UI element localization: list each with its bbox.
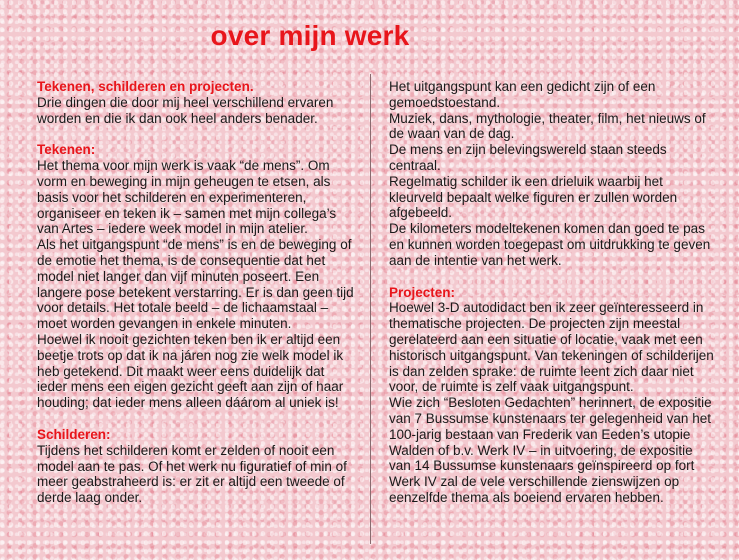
tekenen-paragraph-1: Het thema voor mijn werk is vaak “de mens”. Om vorm en beweging in mijn geheugen te etsen, als basis voor het schilderen en experimenteren, organiseer en teken ik – samen met mijn collega’s van Artes – iedere week model in mijn atelier. bbox=[37, 158, 337, 237]
schilderen-paragraph-3: Muziek, dans, mythologie, theater, film, het nieuws of de waan van de dag. bbox=[389, 110, 706, 142]
intro-heading: Tekenen, schilderen en projecten. bbox=[37, 79, 254, 94]
page-title: over mijn werk bbox=[210, 20, 410, 51]
tekenen-paragraph-2: Als het uitgangspunt “de mens” is en de beweging of de emotie het thema, is de consequentie dat het model niet langer dan vijf minuten poseert. Een langere pose betekent verstarring. Er is dan geen tijd voor details. Het totale beeld – de lichaamstaal – moet worden gevangen in enkele minuten. bbox=[37, 237, 354, 332]
projecten-paragraph-2: Wie zich “Besloten Gedachten” herinnert, de expositie van 7 Bussumse kunstenaars ter gelegenheid van het 100-jarig bestaan van Frederik van Eeden’s utopie Walden of b.v. Werk IV – in uitvoering, de expositie van 14 Bussumse kunstenaars geïnspireerd op fort Werk IV zal de vele verschillende zienswijzen op eenzelfde thema als boeiend ervaren hebben. bbox=[389, 395, 712, 505]
left-column bbox=[37, 79, 355, 506]
column-divider bbox=[370, 74, 371, 544]
tekenen-paragraph-3: Hoewel ik nooit gezichten teken ben ik er altijd een beetje trots op dat ik na járen nog zie welk model ik heb getekend. Dit maakt weer eens duidelijk dat ieder mens een eigen gezicht geeft aan zijn of haar houding; dat ieder mens alleen dáárom al uniek is! bbox=[37, 331, 344, 411]
schilderen-paragraph-6: De kilometers modeltekenen komen dan goed te pas en kunnen worden toegepast om uitdrukking te geven aan de intentie van het werk. bbox=[389, 221, 711, 268]
schilderen-paragraph-2: Het uitgangspunt kan een gedicht zijn of een gemoedstoestand. bbox=[389, 79, 656, 110]
schilderen-paragraph-4: De mens en zijn belevingswereld staan steeds centraal. bbox=[389, 142, 667, 173]
schilderen-paragraph-1: Tijdens het schilderen komt er zelden of nooit een model aan te pas. Of het werk nu figuratief of min of meer geabstraheerd is: er zit er altijd een tweede of derde laag onder. bbox=[37, 442, 347, 506]
tekenen-heading: Tekenen: bbox=[37, 142, 96, 158]
projecten-paragraph-1: Hoewel 3-D autodidact ben ik zeer geïnteresseerd in thematische projecten. De projecten zijn meestal gerelateerd aan een situatie of locatie, vaak met een historisch uitgangspunt. Van tekeningen of schilderijen is dan zelden sprake: de ruimte leent zich daar niet voor, de ruimte is zelf vaak uitgangspunt. bbox=[389, 300, 714, 395]
intro-text: Drie dingen die door mij heel verschillend ervaren worden en die ik dan ook heel anders benader. bbox=[37, 94, 334, 126]
right-column bbox=[389, 79, 714, 506]
schilderen-heading: Schilderen: bbox=[37, 426, 111, 442]
projecten-heading: Projecten: bbox=[389, 284, 456, 300]
schilderen-paragraph-5: Regelmatig schilder ik een drieluik waarbij het kleurveld bepaalt welke figuren er zullen worden afgebeeld. bbox=[389, 173, 678, 221]
